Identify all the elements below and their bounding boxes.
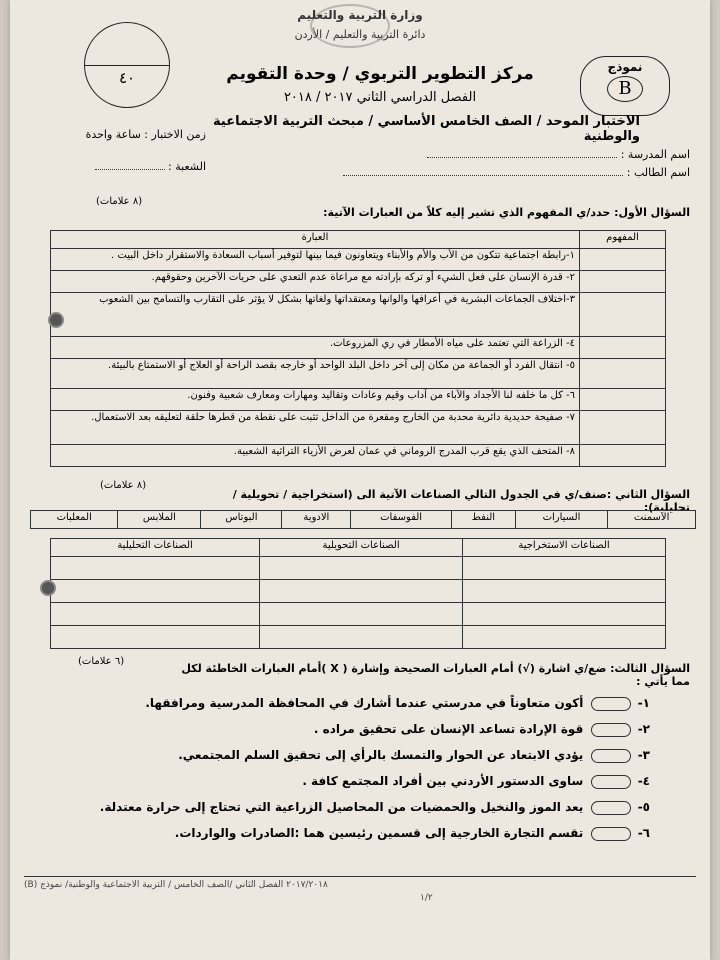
col-statement: العبارة xyxy=(51,231,580,249)
statement-1: ١-رابطة اجتماعية تتكون من الأب والأم والأبناء ويتعاونون فيما بينها لتوفير أسباب السعادة والاستقرار داخل البيت . xyxy=(51,249,580,271)
question-2-marks: (٨ علامات) xyxy=(100,480,147,491)
question-3-marks: (٦ علامات) xyxy=(78,656,125,667)
binder-hole xyxy=(48,312,64,328)
answer-cell[interactable] xyxy=(463,580,666,603)
answer-blank[interactable] xyxy=(591,749,631,763)
answer-blank[interactable] xyxy=(591,775,631,789)
question-1-table xyxy=(50,230,666,467)
exam-duration: زمن الاختبار : ساعة واحدة xyxy=(85,128,206,141)
answer-cell[interactable] xyxy=(51,557,260,580)
answer-cell-3[interactable] xyxy=(580,293,666,337)
option-1: الاسمنت xyxy=(608,511,696,529)
answer-cell-1[interactable] xyxy=(580,249,666,271)
answer-cell[interactable] xyxy=(51,603,260,626)
exam-description: الاختبار الموحد / الصف الخامس الأساسي / مبحث التربية الاجتماعية والوطنية xyxy=(213,114,640,144)
option-7: الملابس xyxy=(118,511,201,529)
score-circle xyxy=(84,22,170,108)
tf-item-3: ٣- يؤدي الابتعاد عن الحوار والتمسك بالرأي إلى تحقيق السلم المجتمعي. xyxy=(178,748,650,762)
answer-blank[interactable] xyxy=(591,723,631,737)
statement-8: ٨- المتحف الذي يقع قرب المدرج الروماني في عمان لعرض الأزياء التراثية الشعبية. xyxy=(51,445,580,467)
answer-cell[interactable] xyxy=(260,603,463,626)
semester-line: الفصل الدراسي الثاني ٢٠١٧ / ٢٠١٨ xyxy=(283,90,477,105)
exam-paper xyxy=(10,0,710,960)
industries-classification-table xyxy=(50,538,666,649)
student-name-field[interactable]: اسم الطالب : xyxy=(310,166,690,179)
answer-cell-6[interactable] xyxy=(580,389,666,411)
answer-blank[interactable] xyxy=(591,697,631,711)
option-2: السيارات xyxy=(515,511,607,529)
statement-2: ٢- قدرة الإنسان على فعل الشيء أو تركه بإرادته مع مراعاة عدم التعدي على حريات الآخرين وحقوقهم. xyxy=(51,271,580,293)
footer-text: ٢٠١٧/٢٠١٨ الفصل الثاني /الصف الخامس / التربية الاجتماعية والوطنية/ نموذج (B) xyxy=(24,880,328,890)
col-extractive: الصناعات الاستخراجية xyxy=(463,539,666,557)
binder-hole xyxy=(40,580,56,596)
question-1-marks: (٨ علامات) xyxy=(96,196,143,207)
answer-cell[interactable] xyxy=(463,626,666,649)
col-manufacturing: الصناعات التحويلية xyxy=(260,539,463,557)
answer-cell-4[interactable] xyxy=(580,337,666,359)
option-4: الفوسفات xyxy=(351,511,452,529)
footer-divider xyxy=(24,876,696,877)
tf-item-6: ٦- تقسم التجارة الخارجية إلى قسمين رئيسين هما :الصادرات والواردات. xyxy=(174,826,650,840)
col-concept: المفهوم xyxy=(580,231,666,249)
section-field[interactable]: الشعبة : xyxy=(66,160,206,173)
answer-cell-5[interactable] xyxy=(580,359,666,389)
option-6: البوتاس xyxy=(201,511,282,529)
answer-cell[interactable] xyxy=(260,626,463,649)
statement-3: ٣-اختلاف الجماعات البشرية في أعرافها والوانها ومعتقداتها ولغاتها بشكل لا يؤثر على التقارب والتسامح بين الشعوب xyxy=(51,293,580,337)
answer-cell[interactable] xyxy=(51,626,260,649)
question-1-heading: السؤال الأول: حدد/ي المفهوم الذي تشير إليه كلاً من العبارات الآتية: xyxy=(323,206,690,219)
statement-7: ٧- صفيحة حديدية دائرية محدبة من الخارج ومقعرة من الداخل تثبت على نقطة من قطرها حلقة لتعليقه بعد الاستعمال. xyxy=(51,411,580,445)
exam-model-box xyxy=(580,56,670,116)
model-label: نموذج xyxy=(607,60,643,74)
tf-item-5: ٥- يعد الموز والنخيل والحمضيات من المحاصيل الزراعية التي تحتاج إلى حرارة معتدلة. xyxy=(99,800,650,814)
total-score: ٤٠ xyxy=(118,69,136,87)
page-number: ١/٢ xyxy=(420,893,433,903)
answer-blank[interactable] xyxy=(591,827,631,841)
answer-cell[interactable] xyxy=(260,580,463,603)
answer-cell[interactable] xyxy=(463,603,666,626)
question-3-heading: السؤال الثالث: ضع/ي اشارة (√) أمام العبارات الصحيحة وإشارة ( X )أمام العبارات الخاطئة لكل مما يأتي : xyxy=(181,662,690,688)
school-name-field[interactable]: اسم المدرسة : xyxy=(390,148,690,161)
directorate-name: دائرة التربية والتعليم / الأردن xyxy=(294,28,426,41)
model-letter: B xyxy=(607,76,643,102)
col-analytical: الصناعات التحليلية xyxy=(51,539,260,557)
statement-5: ٥- انتقال الفرد أو الجماعة من مكان إلى آخر داخل البلد الواحد أو خارجه بقصد الراحة أو العلاج أو الاستمتاع بالبيئة. xyxy=(51,359,580,389)
tf-item-2: ٢- قوة الإرادة تساعد الإنسان على تحقيق مراده . xyxy=(313,722,650,736)
answer-cell[interactable] xyxy=(260,557,463,580)
option-8: المعلبات xyxy=(31,511,118,529)
answer-cell-8[interactable] xyxy=(580,445,666,467)
answer-cell-2[interactable] xyxy=(580,271,666,293)
statement-4: ٤- الزراعة التي تعتمد على مياه الأمطار في ري المزروعات. xyxy=(51,337,580,359)
option-5: الادوية xyxy=(282,511,351,529)
tf-item-1: ١- أكون متعاوناً في مدرستي عندما أشارك في المحافظة المدرسية ومرافقها. xyxy=(145,696,650,710)
industries-options xyxy=(30,510,696,529)
ministry-name: وزارة التربية والتعليم xyxy=(297,8,423,22)
answer-cell[interactable] xyxy=(51,580,260,603)
answer-cell-7[interactable] xyxy=(580,411,666,445)
option-3: النفط xyxy=(451,511,515,529)
question-2-heading: السؤال الثاني :صنف/ي في الجدول التالي الصناعات الآتية الى (استخراجية / تحويلية / تحليلية): xyxy=(232,488,690,514)
center-title: مركز التطوير التربوي / وحدة التقويم xyxy=(226,64,534,84)
answer-blank[interactable] xyxy=(591,801,631,815)
tf-item-4: ٤- ساوى الدستور الأردني بين أفراد المجتمع كافة . xyxy=(302,774,650,788)
statement-6: ٦- كل ما خلفه لنا الأجداد والآباء من آداب وقيم وعادات وتقاليد ومهارات ومعارف شعبية وفنون. xyxy=(51,389,580,411)
answer-cell[interactable] xyxy=(463,557,666,580)
